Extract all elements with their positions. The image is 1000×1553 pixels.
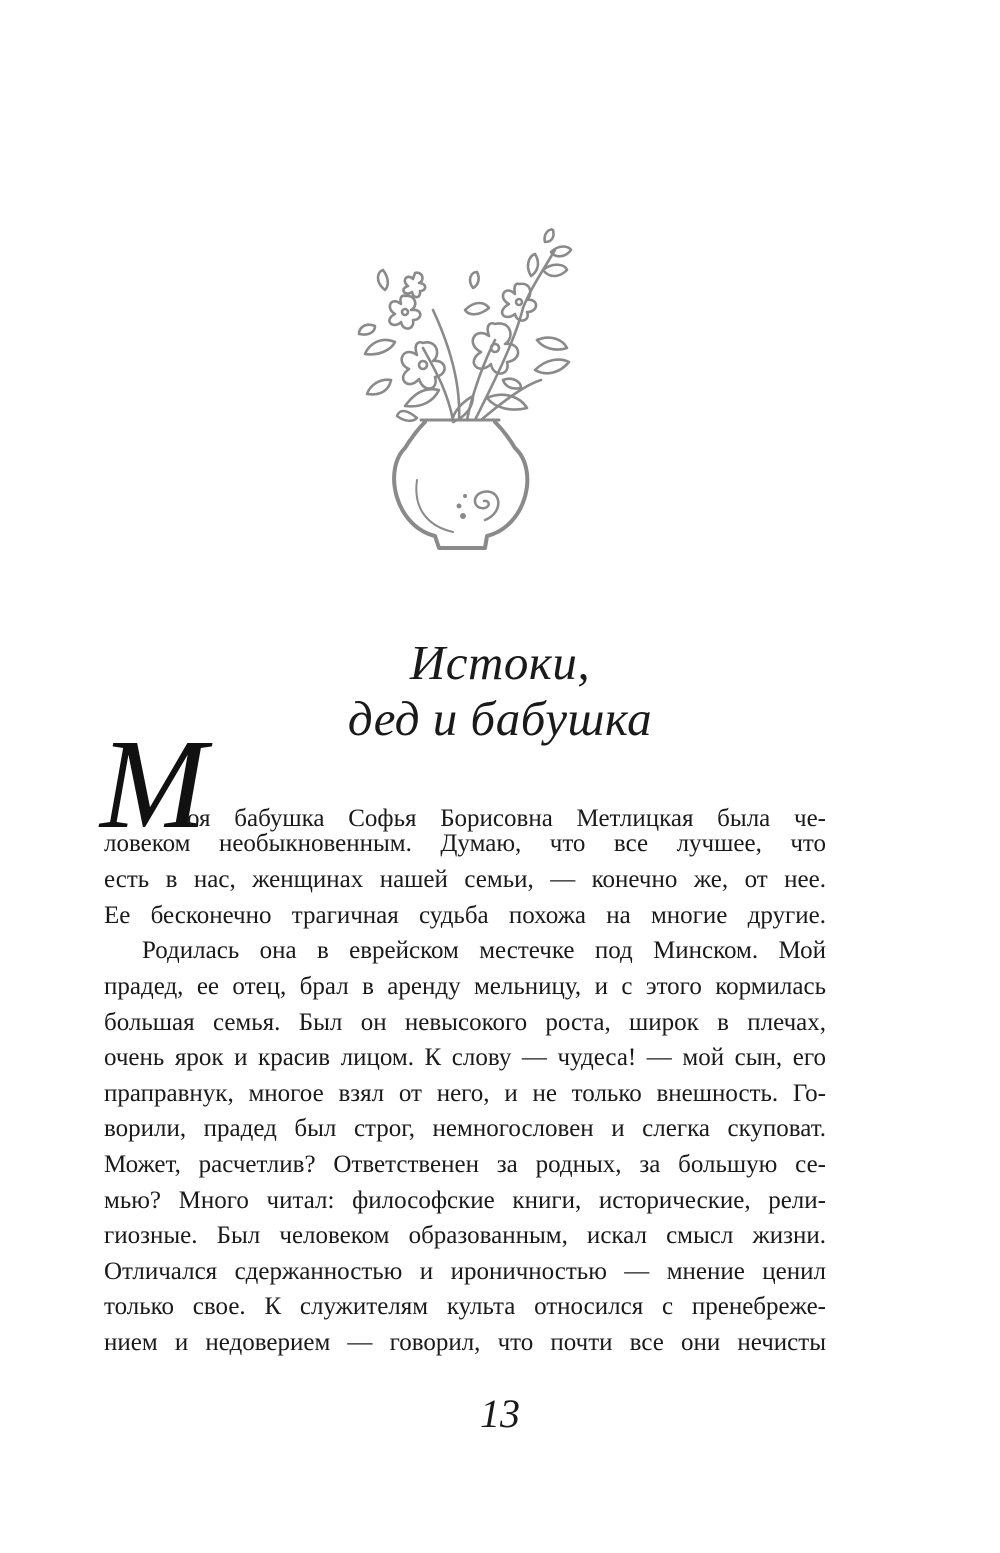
text-line-12: мью? Много читал: философские книги, исторические, рели- <box>104 1187 826 1214</box>
text-line-15: только свое. К служителям культа относился с пренебреже- <box>104 1293 826 1320</box>
drop-cap: М <box>100 713 207 855</box>
text-line-7: большая семья. Был он невысокого роста, широк в плечах, <box>104 1009 826 1036</box>
text-line-2: ловеком необыкновенным. Думаю, что все лучшее, что <box>104 830 826 857</box>
text-line-16: нием и недоверием — говорил, что почти все они нечисты <box>104 1329 826 1356</box>
text-line-13: гиозные. Был человеком образованным, искал смысл жизни. <box>104 1222 826 1249</box>
text-line-11: Может, расчетлив? Ответственен за родных, за большую се- <box>104 1151 826 1178</box>
flower-vase-icon <box>355 230 585 560</box>
page-number: 13 <box>480 1391 520 1436</box>
text-line-1: оя бабушка Софья Борисовна Метлицкая была че- <box>187 805 826 832</box>
text-line-5: Родилась она в еврейском местечке под Минском. Мой <box>142 937 826 964</box>
text-line-14: Отличался сдержанностью и ироничностью — мнение ценил <box>104 1258 826 1285</box>
text-line-10: ворили, прадед был строг, немногословен и слегка скуповат. <box>104 1115 826 1142</box>
text-line-4: Ее бесконечно трагичная судьба похожа на многие другие. <box>104 902 826 929</box>
text-line-3: есть в нас, женщинах нашей семьи, — конечно же, от нее. <box>104 866 826 893</box>
text-line-6: прадед, ее отец, брал в аренду мельницу, и с этого кормилась <box>104 973 826 1000</box>
chapter-title-line-2: дед и бабушка <box>347 691 653 746</box>
text-line-8: очень ярок и красив лицом. К слову — чудеса! — мой сын, его <box>104 1044 826 1071</box>
chapter-title-line-1: Истоки, <box>409 635 591 690</box>
text-line-9: праправнук, многое взял от него, и не только внешность. Го- <box>104 1080 826 1107</box>
